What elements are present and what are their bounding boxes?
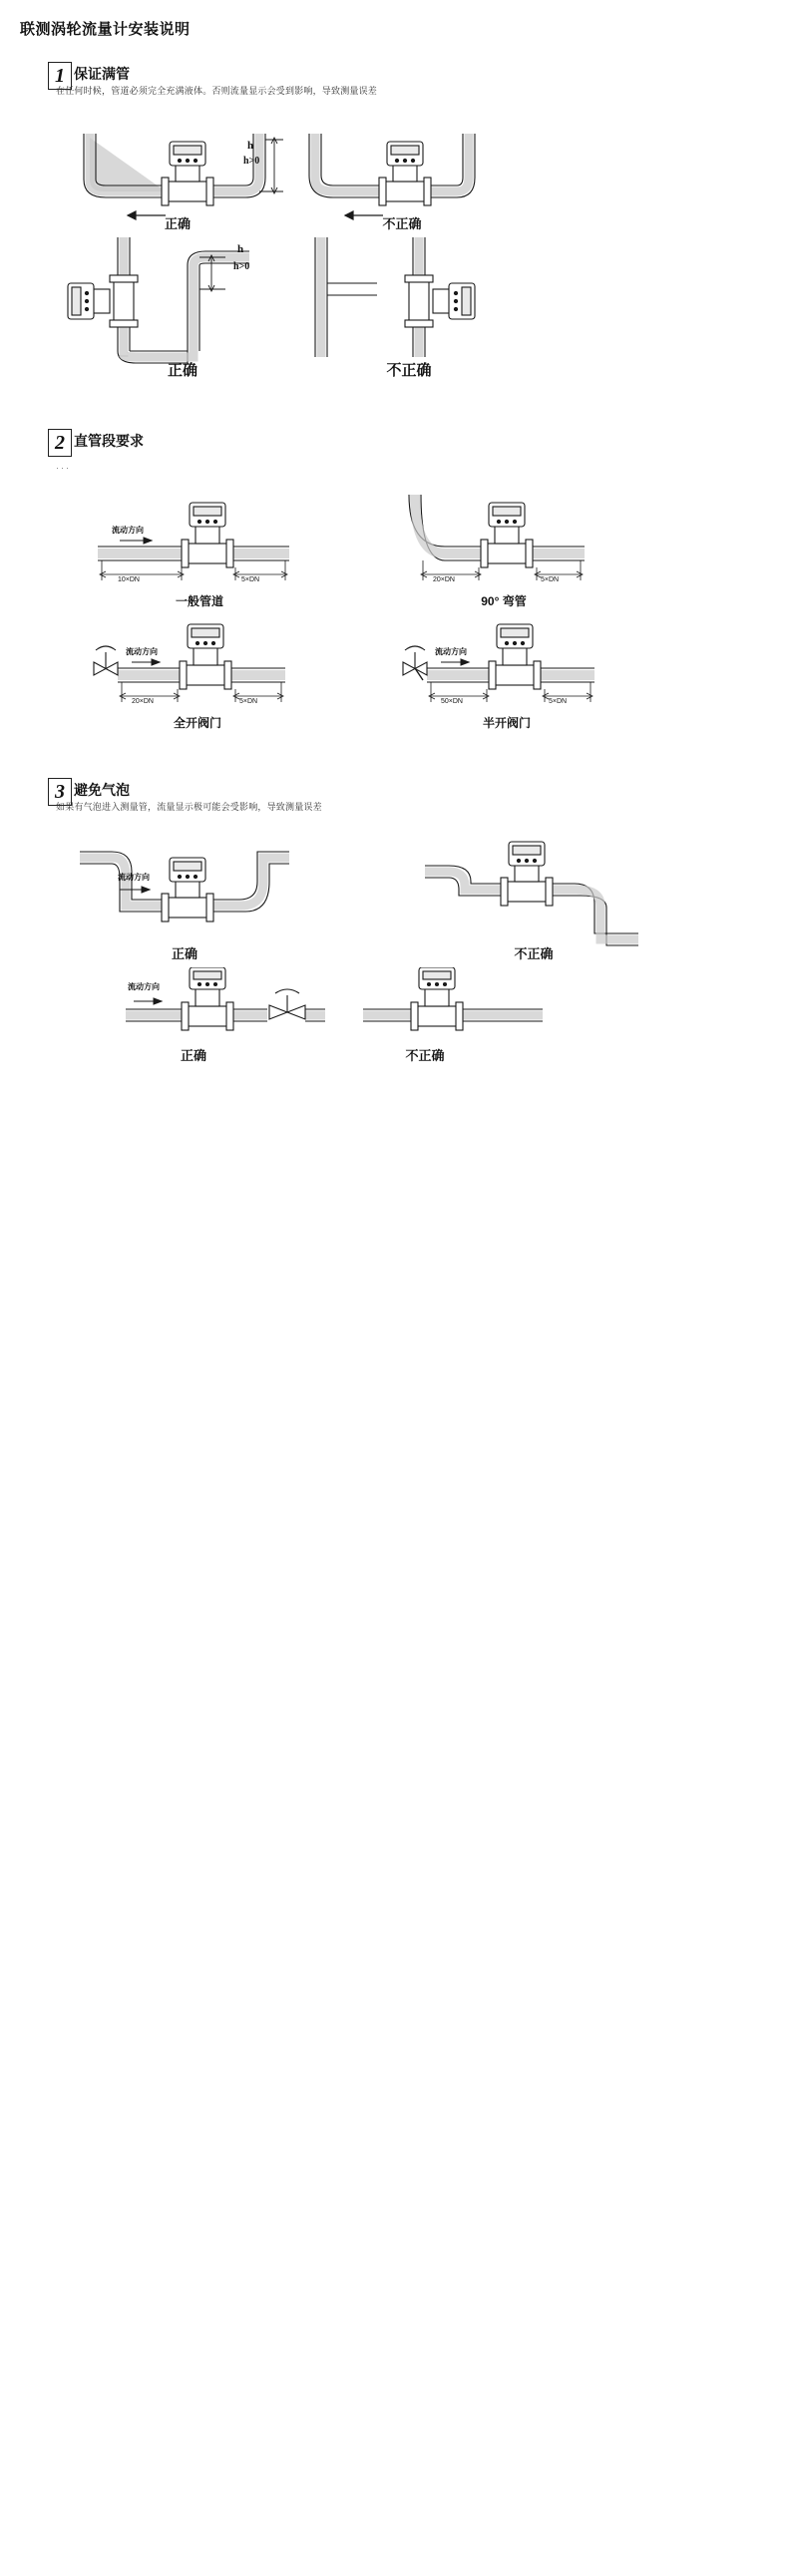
section-3-subtitle: 如果有气泡进入测量管，流量显示极可能会受影响，导致测量误差 [56, 802, 322, 812]
figure-2b-elbow [399, 489, 598, 608]
figure-2d-downstream-dim: 5×DN [549, 698, 568, 705]
page-title: 联测涡轮流量计安装说明 [20, 21, 191, 38]
figure-1b-incorrect [299, 120, 499, 229]
figure-2c-drawing [80, 618, 309, 728]
figure-2c-downstream-dim: 5×DN [239, 698, 258, 705]
figure-3a-drawing [70, 838, 299, 957]
figure-2a-upstream-dim: 10×DN [118, 576, 140, 583]
section-1-title: 保证满管 [74, 66, 130, 82]
section-3-header [0, 778, 788, 822]
section-3-number: 3 [48, 778, 72, 806]
figure-1c-label-h: h [237, 243, 244, 255]
figure-2c-open-valve [80, 618, 309, 728]
figure-3a-caption: 正确 [171, 946, 197, 961]
figure-3b-caption: 不正确 [514, 946, 554, 961]
figure-3b-incorrect [419, 838, 648, 961]
figure-2c-caption: 全开阀门 [173, 716, 221, 730]
figure-2d-upstream-dim: 50×DN [441, 698, 463, 705]
section-2-number: 2 [48, 429, 72, 457]
figure-3d-incorrect [359, 967, 549, 1063]
figure-2d-caption: 半开阀门 [482, 716, 531, 730]
figure-3a-flow-label: 流动方向 [118, 873, 150, 882]
figure-1a-caption: 正确 [164, 216, 191, 231]
section-1-number: 1 [48, 62, 72, 90]
figure-2b-drawing [399, 489, 598, 598]
figure-2d-flow-label: 流动方向 [435, 647, 467, 656]
figure-3d-caption: 不正确 [405, 1048, 445, 1063]
figure-1d-incorrect [299, 231, 509, 379]
section-1 [0, 62, 788, 379]
figure-1d-drawing [299, 231, 509, 371]
figure-3b-drawing [419, 838, 648, 957]
figure-2b-caption: 90° 弯管 [481, 594, 527, 608]
figure-1a-label-h0: h>0 [243, 156, 260, 167]
figure-3c-flow-label: 流动方向 [128, 982, 160, 991]
section-1-subtitle: 在任何时候，管道必须完全充满液体。否则流量显示会受到影响，导致测量误差 [56, 86, 378, 96]
section-3 [0, 778, 788, 1063]
figure-2c-upstream-dim: 20×DN [132, 698, 154, 705]
figure-2a-straight-pipe [90, 489, 309, 608]
figure-3c-correct [120, 967, 329, 1063]
figure-2a-downstream-dim: 5×DN [241, 576, 260, 583]
section-2-dots: ··· [56, 463, 71, 473]
figure-1b-caption: 不正确 [382, 216, 422, 231]
figure-2c-flow-label: 流动方向 [126, 647, 158, 656]
section-2 [0, 429, 788, 730]
figure-2a-caption: 一般管道 [175, 594, 223, 608]
figure-2d-half-open-valve [389, 618, 618, 728]
figure-2d-drawing [389, 618, 618, 728]
figure-3a-correct [70, 838, 299, 961]
figure-1c-label-h0: h>0 [233, 261, 250, 272]
figure-2a-flow-label: 流动方向 [112, 526, 144, 535]
figure-3c-caption: 正确 [180, 1048, 206, 1063]
section-2-title: 直管段要求 [74, 433, 144, 449]
figure-2b-upstream-dim: 20×DN [433, 576, 455, 583]
section-2-header [0, 429, 788, 473]
figure-1c-caption: 正确 [167, 362, 197, 379]
section-3-title: 避免气泡 [74, 782, 130, 798]
figure-2b-downstream-dim: 5×DN [541, 576, 560, 583]
figure-1c-drawing [60, 231, 289, 371]
figure-3d-drawing [359, 967, 549, 1057]
figure-1c-correct [60, 231, 289, 379]
figure-1d-caption: 不正确 [386, 362, 432, 379]
figure-1a-label-h: h [247, 140, 254, 152]
section-1-header [0, 62, 788, 106]
figure-1a-correct [70, 120, 289, 229]
